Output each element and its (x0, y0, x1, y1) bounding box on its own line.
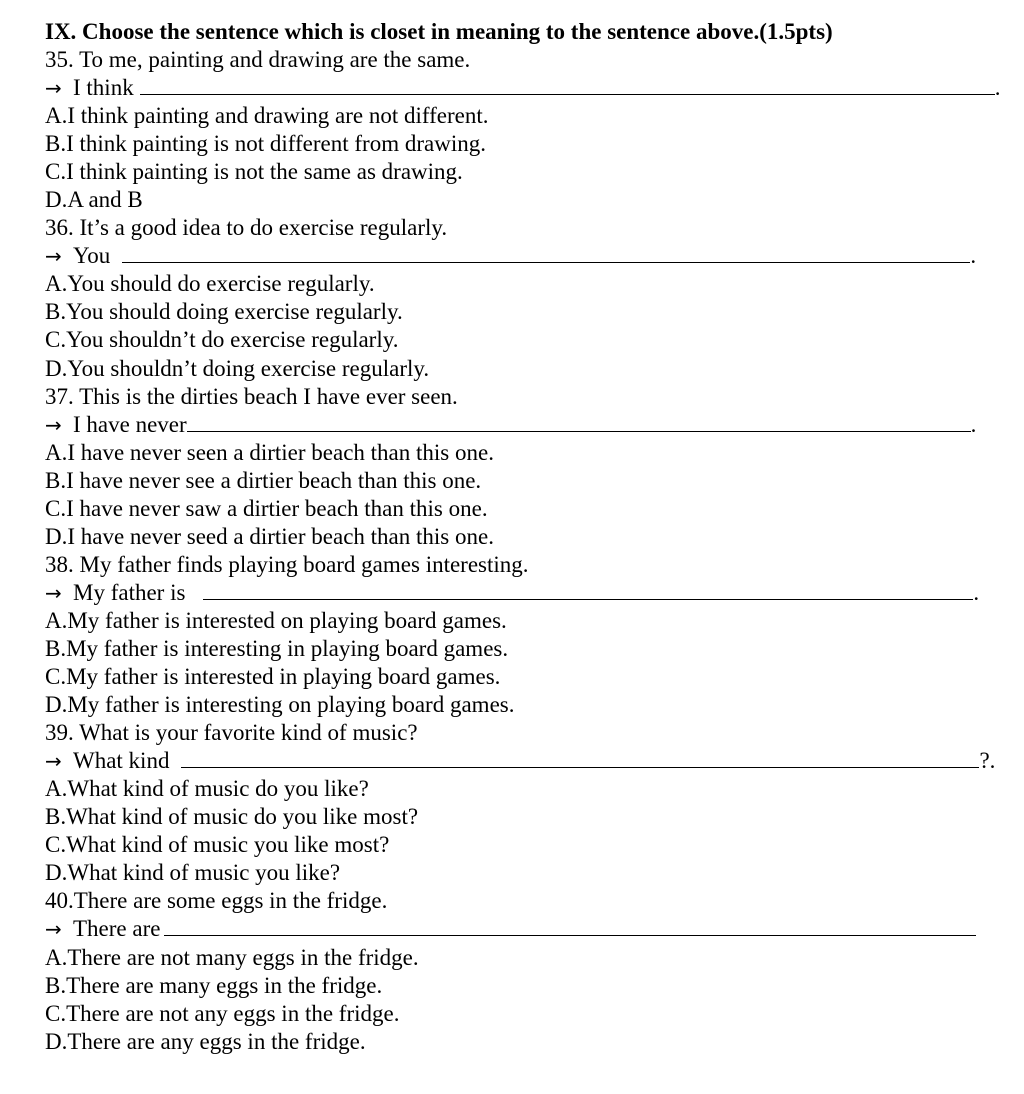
question-prompt: 40.There are some eggs in the fridge. (45, 888, 388, 914)
option-a[interactable]: A.What kind of music do you like? (45, 776, 369, 802)
rewrite-end: . (970, 243, 977, 269)
arrow-icon: → (45, 917, 62, 942)
rewrite-start: I have never (73, 411, 187, 437)
option-d[interactable]: D.What kind of music you like? (45, 860, 341, 886)
option-a[interactable]: A.I have never seen a dirtier beach than this one. (45, 439, 494, 465)
question-40 (45, 887, 1010, 1055)
option-b[interactable]: B.I have never see a dirtier beach than this one. (45, 467, 482, 493)
option-b[interactable]: B.What kind of music do you like most? (45, 804, 419, 830)
rewrite-start: There are (73, 916, 161, 942)
question-prompt: 39. What is your favorite kind of music? (45, 720, 418, 746)
option-b[interactable]: B.There are many eggs in the fridge. (45, 972, 383, 998)
answer-blank[interactable] (203, 579, 973, 600)
rewrite-end: ?. (979, 748, 996, 774)
option-c[interactable]: C.What kind of music you like most? (45, 832, 390, 858)
arrow-icon: → (45, 580, 62, 605)
option-a[interactable]: A.My father is interested on playing board games. (45, 607, 507, 633)
arrow-icon: → (45, 412, 62, 437)
rewrite-end: . (973, 579, 980, 605)
exercise-sheet (45, 18, 1010, 1056)
option-b[interactable]: B.My father is interesting in playing board games. (45, 635, 509, 661)
answer-blank[interactable] (164, 915, 976, 936)
rewrite-end: . (970, 411, 977, 437)
answer-blank[interactable] (181, 747, 979, 768)
rewrite-line (45, 579, 1010, 607)
answer-blank[interactable] (122, 242, 970, 263)
question-prompt: 37. This is the dirties beach I have ever seen. (45, 383, 458, 409)
option-d[interactable]: D.There are any eggs in the fridge. (45, 1028, 366, 1054)
arrow-icon: → (45, 76, 62, 101)
rewrite-end: . (994, 75, 1001, 101)
question-prompt: 36. It’s a good idea to do exercise regularly. (45, 215, 448, 241)
question-prompt: 35. To me, painting and drawing are the same. (45, 47, 471, 72)
section-heading: IX. Choose the sentence which is closet in meaning to the sentence above.(1.5pts) (45, 19, 833, 44)
question-prompt: 38. My father finds playing board games interesting. (45, 551, 529, 577)
option-c[interactable]: C.I think painting is not the same as drawing. (45, 159, 463, 185)
arrow-icon: → (45, 749, 62, 774)
rewrite-line (45, 242, 1010, 270)
option-c[interactable]: C.There are not any eggs in the fridge. (45, 1000, 400, 1026)
rewrite-start: You (73, 243, 111, 269)
arrow-icon: → (45, 244, 62, 269)
option-d[interactable]: D.A and B (45, 187, 143, 213)
rewrite-line (45, 915, 1010, 943)
option-d[interactable]: D.My father is interesting on playing board games. (45, 692, 515, 718)
question-39 (45, 719, 1010, 887)
rewrite-start: My father is (73, 579, 186, 605)
option-d[interactable]: D.You shouldn’t doing exercise regularly. (45, 355, 430, 381)
option-c[interactable]: C.My father is interested in playing board games. (45, 664, 501, 690)
question-36 (45, 214, 1010, 382)
rewrite-start: What kind (73, 748, 170, 774)
question-35 (45, 46, 1010, 214)
option-b[interactable]: B.I think painting is not different from drawing. (45, 131, 486, 157)
question-37 (45, 383, 1010, 551)
option-a[interactable]: A.There are not many eggs in the fridge. (45, 944, 419, 970)
rewrite-start: I think (73, 75, 134, 101)
option-a[interactable]: A.I think painting and drawing are not different. (45, 103, 489, 129)
question-38 (45, 551, 1010, 719)
rewrite-line (45, 747, 1010, 775)
rewrite-line (45, 411, 1010, 439)
option-c[interactable]: C.You shouldn’t do exercise regularly. (45, 327, 399, 353)
option-c[interactable]: C.I have never saw a dirtier beach than this one. (45, 495, 488, 521)
option-b[interactable]: B.You should doing exercise regularly. (45, 299, 403, 325)
answer-blank[interactable] (187, 411, 971, 432)
option-d[interactable]: D.I have never seed a dirtier beach than this one. (45, 523, 494, 549)
answer-blank[interactable] (140, 74, 995, 95)
rewrite-line (45, 74, 1010, 102)
option-a[interactable]: A.You should do exercise regularly. (45, 271, 375, 297)
